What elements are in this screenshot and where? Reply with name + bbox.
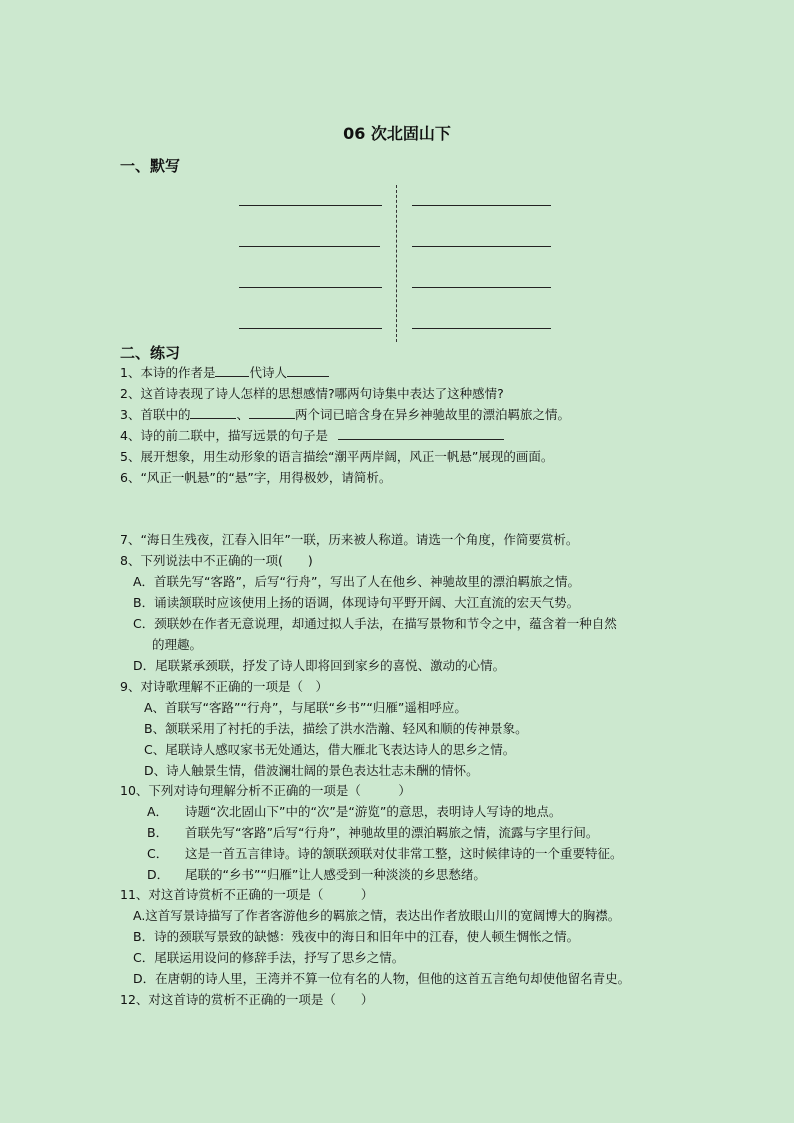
question-10-stem: 10、下列对诗句理解分析不正确的一项是（ ） [120, 783, 411, 798]
question-11-option-a[interactable]: A.这首写景诗描写了作者客游他乡的羁旅之情，表达出作者放眼山川的宽阔博大的胸襟。 [133, 908, 621, 923]
question-11-option-b[interactable]: B．诗的颈联写景致的缺憾：残夜中的海日和旧年中的江春，使人顿生惆怅之情。 [133, 929, 580, 944]
question-4: 4、诗的前二联中，描写远景的句子是 [120, 427, 504, 445]
question-9-option-b[interactable]: B、颔联采用了衬托的手法，描绘了洪水浩瀚、轻风和顺的传神景象。 [144, 721, 528, 736]
question-9-option-c[interactable]: C、尾联诗人感叹家书无处通达，借大雁北飞表达诗人的思乡之情。 [144, 742, 516, 757]
dictation-blank-7[interactable] [239, 328, 382, 329]
dictation-blank-2[interactable] [412, 205, 551, 206]
question-10-option-d[interactable]: D． 尾联的“乡书”“归雁”让人感受到一种淡淡的乡思愁绪。 [147, 867, 486, 882]
dictation-blank-1[interactable] [239, 205, 382, 206]
dictation-blank-4[interactable] [412, 246, 551, 247]
answer-blank-dynasty[interactable] [215, 364, 249, 377]
question-8-option-d[interactable]: D．尾联紧承颈联，抒发了诗人即将回到家乡的喜悦、激动的心情。 [133, 658, 506, 673]
question-12-stem: 12、对这首诗的赏析不正确的一项是（ ） [120, 992, 374, 1007]
answer-blank-q4[interactable] [338, 427, 504, 440]
question-1: 1、本诗的作者是 代诗人 [120, 364, 329, 382]
dictation-blank-5[interactable] [239, 287, 382, 288]
question-11-option-d[interactable]: D．在唐朝的诗人里，王湾并不算一位有名的人物，但他的这首五言绝句却使他留名青史。 [133, 971, 631, 986]
dictation-blank-8[interactable] [412, 328, 551, 329]
answer-blank-word-2[interactable] [249, 406, 295, 419]
answer-blank-word-1[interactable] [190, 406, 236, 419]
dictation-divider [396, 185, 397, 342]
question-8-option-c-cont: 的理趣。 [152, 637, 203, 652]
page-title: 06 次北固山下 [343, 124, 451, 143]
question-8-stem: 8、下列说法中不正确的一项( ) [120, 553, 313, 568]
question-9-option-a[interactable]: A、首联写“客路”“行舟”，与尾联“乡书”“归雁”遥相呼应。 [144, 700, 467, 715]
dictation-blank-6[interactable] [412, 287, 551, 288]
question-7: 7、“海日生残夜，江春入旧年”一联，历来被人称道。请选一个角度，作简要赏析。 [120, 532, 579, 547]
question-10-option-b[interactable]: B． 首联先写“客路”后写“行舟”，神驰故里的漂泊羁旅之情，流露与字里行间。 [147, 825, 599, 840]
question-8-option-a[interactable]: A．首联先写“客路”，后写“行舟”，写出了人在他乡、神驰故里的漂泊羁旅之情。 [133, 574, 580, 589]
question-3: 3、首联中的 、 两个词已暗含身在异乡神驰故里的漂泊羁旅之情。 [120, 407, 570, 422]
question-10-option-a[interactable]: A． 诗题“次北固山下”中的“次”是“游览”的意思，表明诗人写诗的地点。 [147, 804, 562, 819]
question-10-option-c[interactable]: C． 这是一首五言律诗。诗的颔联颈联对仗非常工整，这时候律诗的一个重要特征。 [147, 846, 623, 861]
answer-blank-poet[interactable] [287, 364, 329, 377]
question-9-option-d[interactable]: D、诗人触景生情，借波澜壮阔的景色表达壮志未酬的情怀。 [144, 763, 479, 778]
dictation-blank-3[interactable] [239, 246, 380, 247]
question-8-option-c[interactable]: C．颈联妙在作者无意说理，却通过拟人手法，在描写景物和节令之中，蕴含着一种自然 [133, 616, 617, 631]
question-5: 5、展开想象，用生动形象的语言描绘“潮平两岸阔，风正一帆悬”展现的画面。 [120, 449, 554, 464]
section-practice-heading: 二、练习 [120, 344, 181, 362]
question-11-option-c[interactable]: C．尾联运用设问的修辞手法，抒写了思乡之情。 [133, 950, 405, 965]
question-2: 2、这首诗表现了诗人怎样的思想感情?哪两句诗集中表达了这种感情? [120, 386, 504, 401]
question-9-stem: 9、对诗歌理解不正确的一项是（ ） [120, 679, 328, 694]
section-dictation-heading: 一、默写 [120, 157, 181, 175]
question-11-stem: 11、对这首诗赏析不正确的一项是（ ） [120, 887, 374, 902]
question-8-option-b[interactable]: B．诵读颔联时应该使用上扬的语调，体现诗句平野开阔、大江直流的宏天气势。 [133, 595, 580, 610]
question-6: 6、“风正一帆悬”的“悬”字，用得极妙，请简析。 [120, 470, 392, 485]
